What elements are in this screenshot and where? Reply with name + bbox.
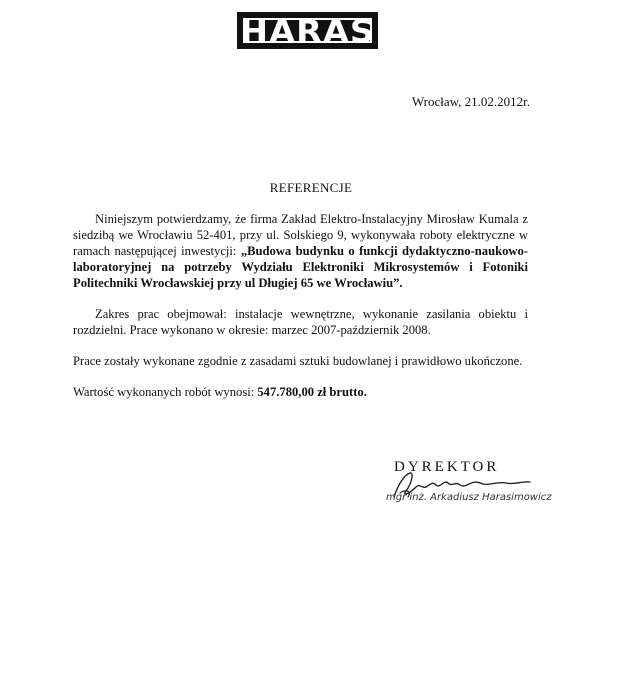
signatory-title: DYREKTOR — [394, 459, 500, 475]
logo-lettering: HARAS — [239, 14, 376, 50]
paragraph-confirmation-text: Niniejszym potwierdzamy, że firma Zakład Elektro-Instalacyjny Mirosław Kumala z siedzibą we Wrocławiu 52-401, przy ul. Solskiego 9, wykonywała roboty elektryczne w ramach następującej inwestycji: — [73, 212, 528, 258]
letter-heading: REFERENCJE — [269, 180, 353, 195]
signature-block — [386, 459, 556, 519]
paragraph-confirmation — [73, 211, 528, 291]
signatory-name: mgr inż. Arkadiusz Harasimowicz — [386, 492, 552, 503]
letter-body — [73, 211, 528, 415]
investment-name: „Budowa budynku o funkcji dydaktyczno-naukowo-laboratoryjnej na potrzeby Wydziału Elektroniki Mikrosystemów i Fotoniki Politechniki Wrocławskiej przy ul Długiej 65 we Wrocławiu”. — [73, 244, 528, 290]
paragraph-value — [73, 384, 528, 400]
value-amount: 547.780,00 zł brutto. — [257, 385, 367, 399]
company-logo — [237, 12, 378, 49]
paragraph-quality: Prace zostały wykonane zgodnie z zasadami sztuki budowlanej i prawidłowo ukończone. — [73, 354, 523, 368]
place-date: Wrocław, 21.02.2012r. — [411, 94, 530, 109]
value-label: Wartość wykonanych robót wynosi: — [73, 385, 258, 399]
paragraph-scope: Zakres prac obejmował: instalacje wewnętrzne, wykonanie zasilania obiektu i rozdzielni. Prace wykonano w okresie: marzec 2007-październik 2008. — [73, 307, 528, 337]
